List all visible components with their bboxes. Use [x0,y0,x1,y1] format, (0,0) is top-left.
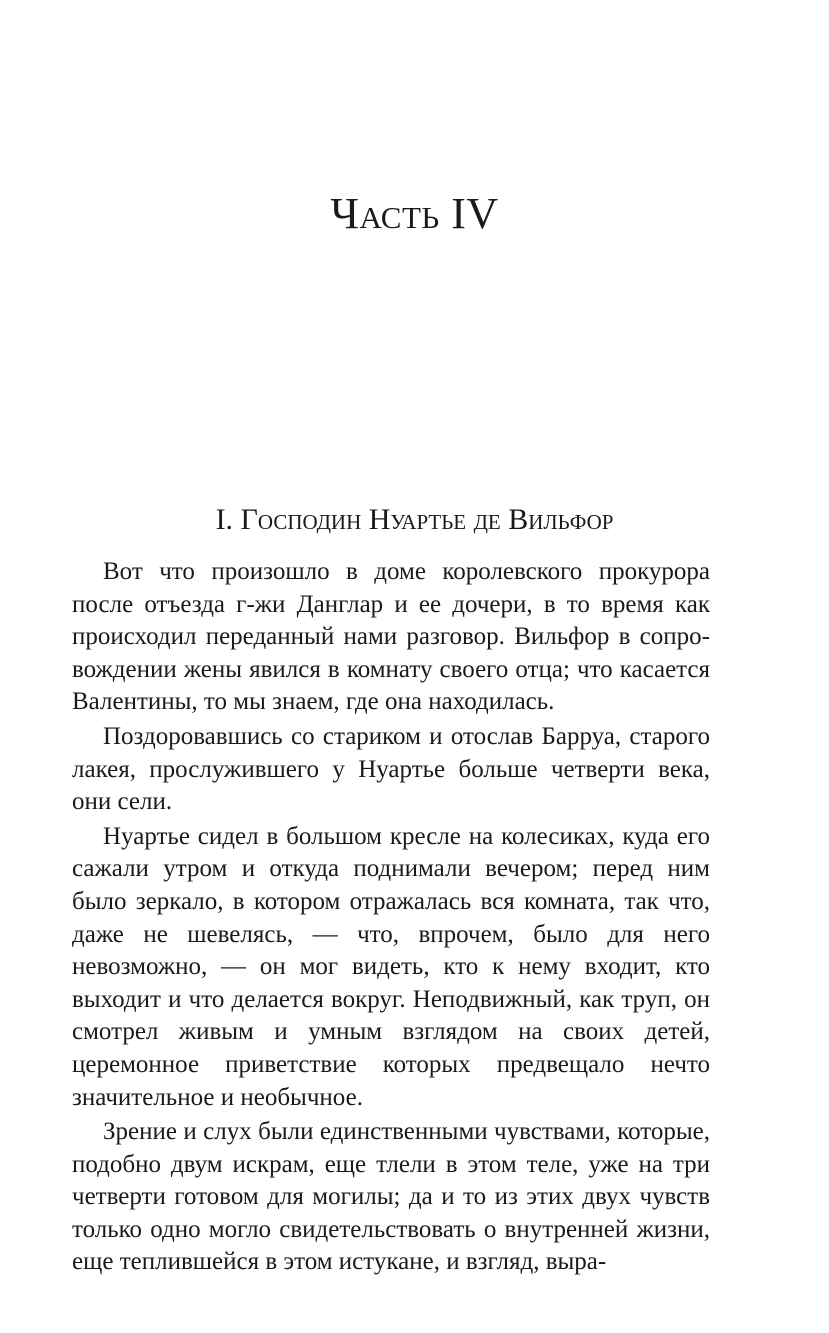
chapter-title: I. Господин Нуартье де Вильфор [215,503,614,536]
paragraph: Нуартье сидел в большом кресле на колесиках, куда его сажали утром и откуда поднимали вечером; перед ним было зеркало, в котором отражалась вся комната, так что, даже не шевелясь, — что, впрочем, было для него невозможно, — он мог видеть, кто к нему входит, кто выходит и что делается вокруг. Неподвижный, как труп, он смотрел живым и умным взглядом на своих детей, церемонное приветствие которых предвещало нечто значительное и необычное. [72,822,710,1111]
paragraph: Зрение и слух были единственными чувствами, которые, подобно двум искрам, еще тлели в этом теле, уже на три четверти готовом для могилы; да и то из этих двух чувств только одно могло свидетельствовать о внутренней жизни, еще теплившейся в этом истукане, и взгляд, выра- [72,1118,710,1276]
paragraph: Вот что произошло в доме королевского прокурора после отъезда г-жи Данглар и ее дочери, в то время как происходил переданный нами разговор. Вильфор в сопровождении жены явился в комнату своего отца; что касается Валентины, то мы знаем, где она находилась. [72,558,710,716]
paragraph: Поздоровавшись со стариком и отослав Барруа, старого лакея, прослужившего у Нуартье больше четверти века, они сели. [72,722,710,816]
part-title: Часть IV [330,189,499,238]
chapter-body [72,556,710,1281]
